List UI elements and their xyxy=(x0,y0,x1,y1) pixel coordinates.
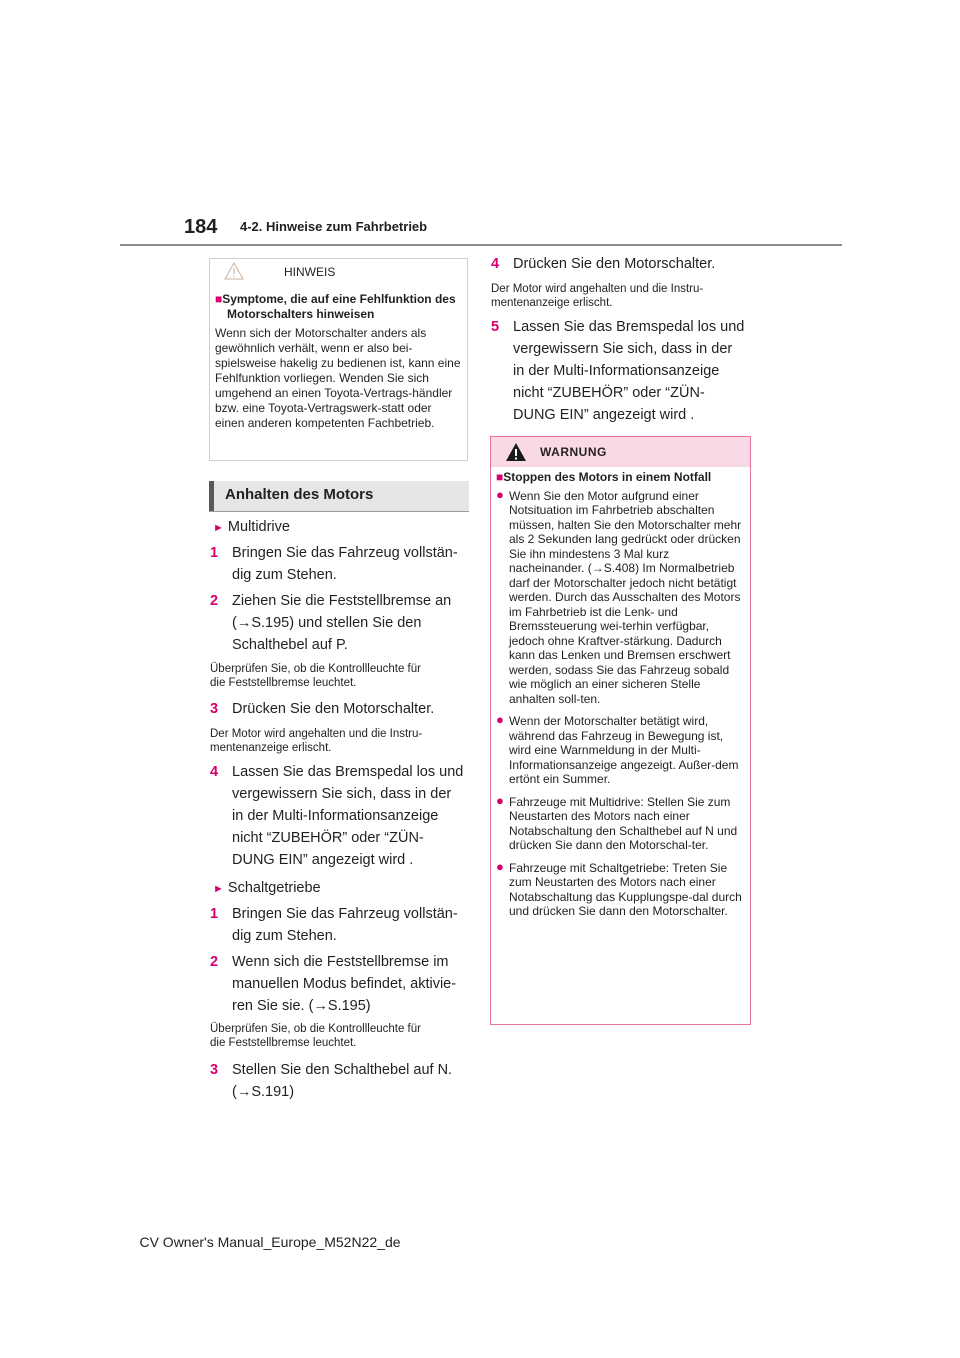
caution-icon xyxy=(224,262,244,280)
warnung-item: ● Wenn der Motorschalter betätigt wird, während das Fahrzeug in Bewegung ist, wird eine Warnmeldung in der Multi-Informationsanzeige angezeigt. Außer-dem ertönt ein Summer. xyxy=(496,712,739,786)
footer-text: CV Owner's Manual_Europe_M52N22_de xyxy=(139,1234,401,1250)
circle-bullet-icon: ● xyxy=(496,712,504,727)
r-note-4: Der Motor wird angehalten und die Instru- mentenanzeige erlischt. xyxy=(491,283,704,309)
warnung-item: ● Wenn Sie den Motor aufgrund einer Notsituation im Fahrbetrieb abschalten müssen, halten Sie den Motorschalter mehr als 2 Sekunden lang gedrückt oder drücken Sie ihn mindestens 3 Mal kurz nacheinander. (→S.408) Im Normalbetrieb darf der Motorschalter jedoch nicht betätigt werden. Durch das Ausschalten des Motors im Fahrbetrieb ist die Lenk- und Bremssteuerung wei-terhin verfügbar, jedoch ohne Kraftver-stärkung. Dadurch kann das Lenken und Bremsen erschwert werden, sodass Sie das Fahrzeug sobald wie möglich an einer sicheren Stelle anhalten soll-ten. xyxy=(496,486,742,706)
triangle-bullet-icon: ► xyxy=(213,883,224,895)
schaltgetriebe-label: ► Schaltgetriebe xyxy=(213,880,321,896)
page-number: 184 xyxy=(184,216,218,238)
warnung-box xyxy=(490,436,751,1025)
warnung-heading: ■Stoppen des Motors in einem Notfall xyxy=(496,470,712,484)
warnung-title: WARNUNG xyxy=(540,445,607,459)
triangle-bullet-icon: ► xyxy=(213,522,224,534)
md-note-2: Überprüfen Sie, ob die Kontrollleuchte für die Feststellbremse leuchtet. xyxy=(210,663,421,689)
warning-icon xyxy=(505,442,527,462)
warnung-item: ● Fahrzeuge mit Schaltgetriebe: Treten Sie zum Neustarten des Motors nach einer Notabschaltung das Kupplungspe-dal durch und drücken Sie dann den Motorschalter. xyxy=(496,858,742,918)
section-heading-bar xyxy=(209,481,469,511)
md-note-3: Der Motor wird angehalten und die Instru- mentenanzeige erlischt. xyxy=(210,728,423,754)
hinweis-heading: ■Symptome, die auf eine Fehlfunktion des Motorschalters hinweisen xyxy=(215,292,456,321)
hinweis-title: HINWEIS xyxy=(284,265,336,279)
hinweis-box xyxy=(209,258,468,461)
section-heading: Anhalten des Motors xyxy=(225,486,374,503)
warnung-item: ● Fahrzeuge mit Multidrive: Stellen Sie zum Neustarten des Motors nach einer Notabschaltung den Schalthebel auf N und drücken Sie dann den Motorschal-ter. xyxy=(496,792,738,852)
hinweis-text: Wenn sich der Motorschalter anders als gewöhnlich verhält, wenn er also bei-spielsweise hakelig zu bedienen ist, kann eine Fehlfunktion vorliegen. Wenden Sie sich umgehend an einen Toyota-Vertrags-händler bzw. eine Toyota-Vertragswerk-statt oder einen anderen kompetenten Fachbetrieb. xyxy=(215,326,461,430)
circle-bullet-icon: ● xyxy=(496,858,504,874)
header-rule xyxy=(120,244,842,246)
sg-note-2: Überprüfen Sie, ob die Kontrollleuchte für die Feststellbremse leuchtet. xyxy=(210,1023,421,1049)
square-bullet-icon: ■ xyxy=(496,470,504,484)
square-bullet-icon: ■ xyxy=(215,292,223,306)
section-title: 4-2. Hinweise zum Fahrbetrieb xyxy=(240,219,428,234)
circle-bullet-icon: ● xyxy=(496,792,504,808)
circle-bullet-icon: ● xyxy=(496,486,504,502)
multidrive-label: ► Multidrive xyxy=(213,519,290,535)
